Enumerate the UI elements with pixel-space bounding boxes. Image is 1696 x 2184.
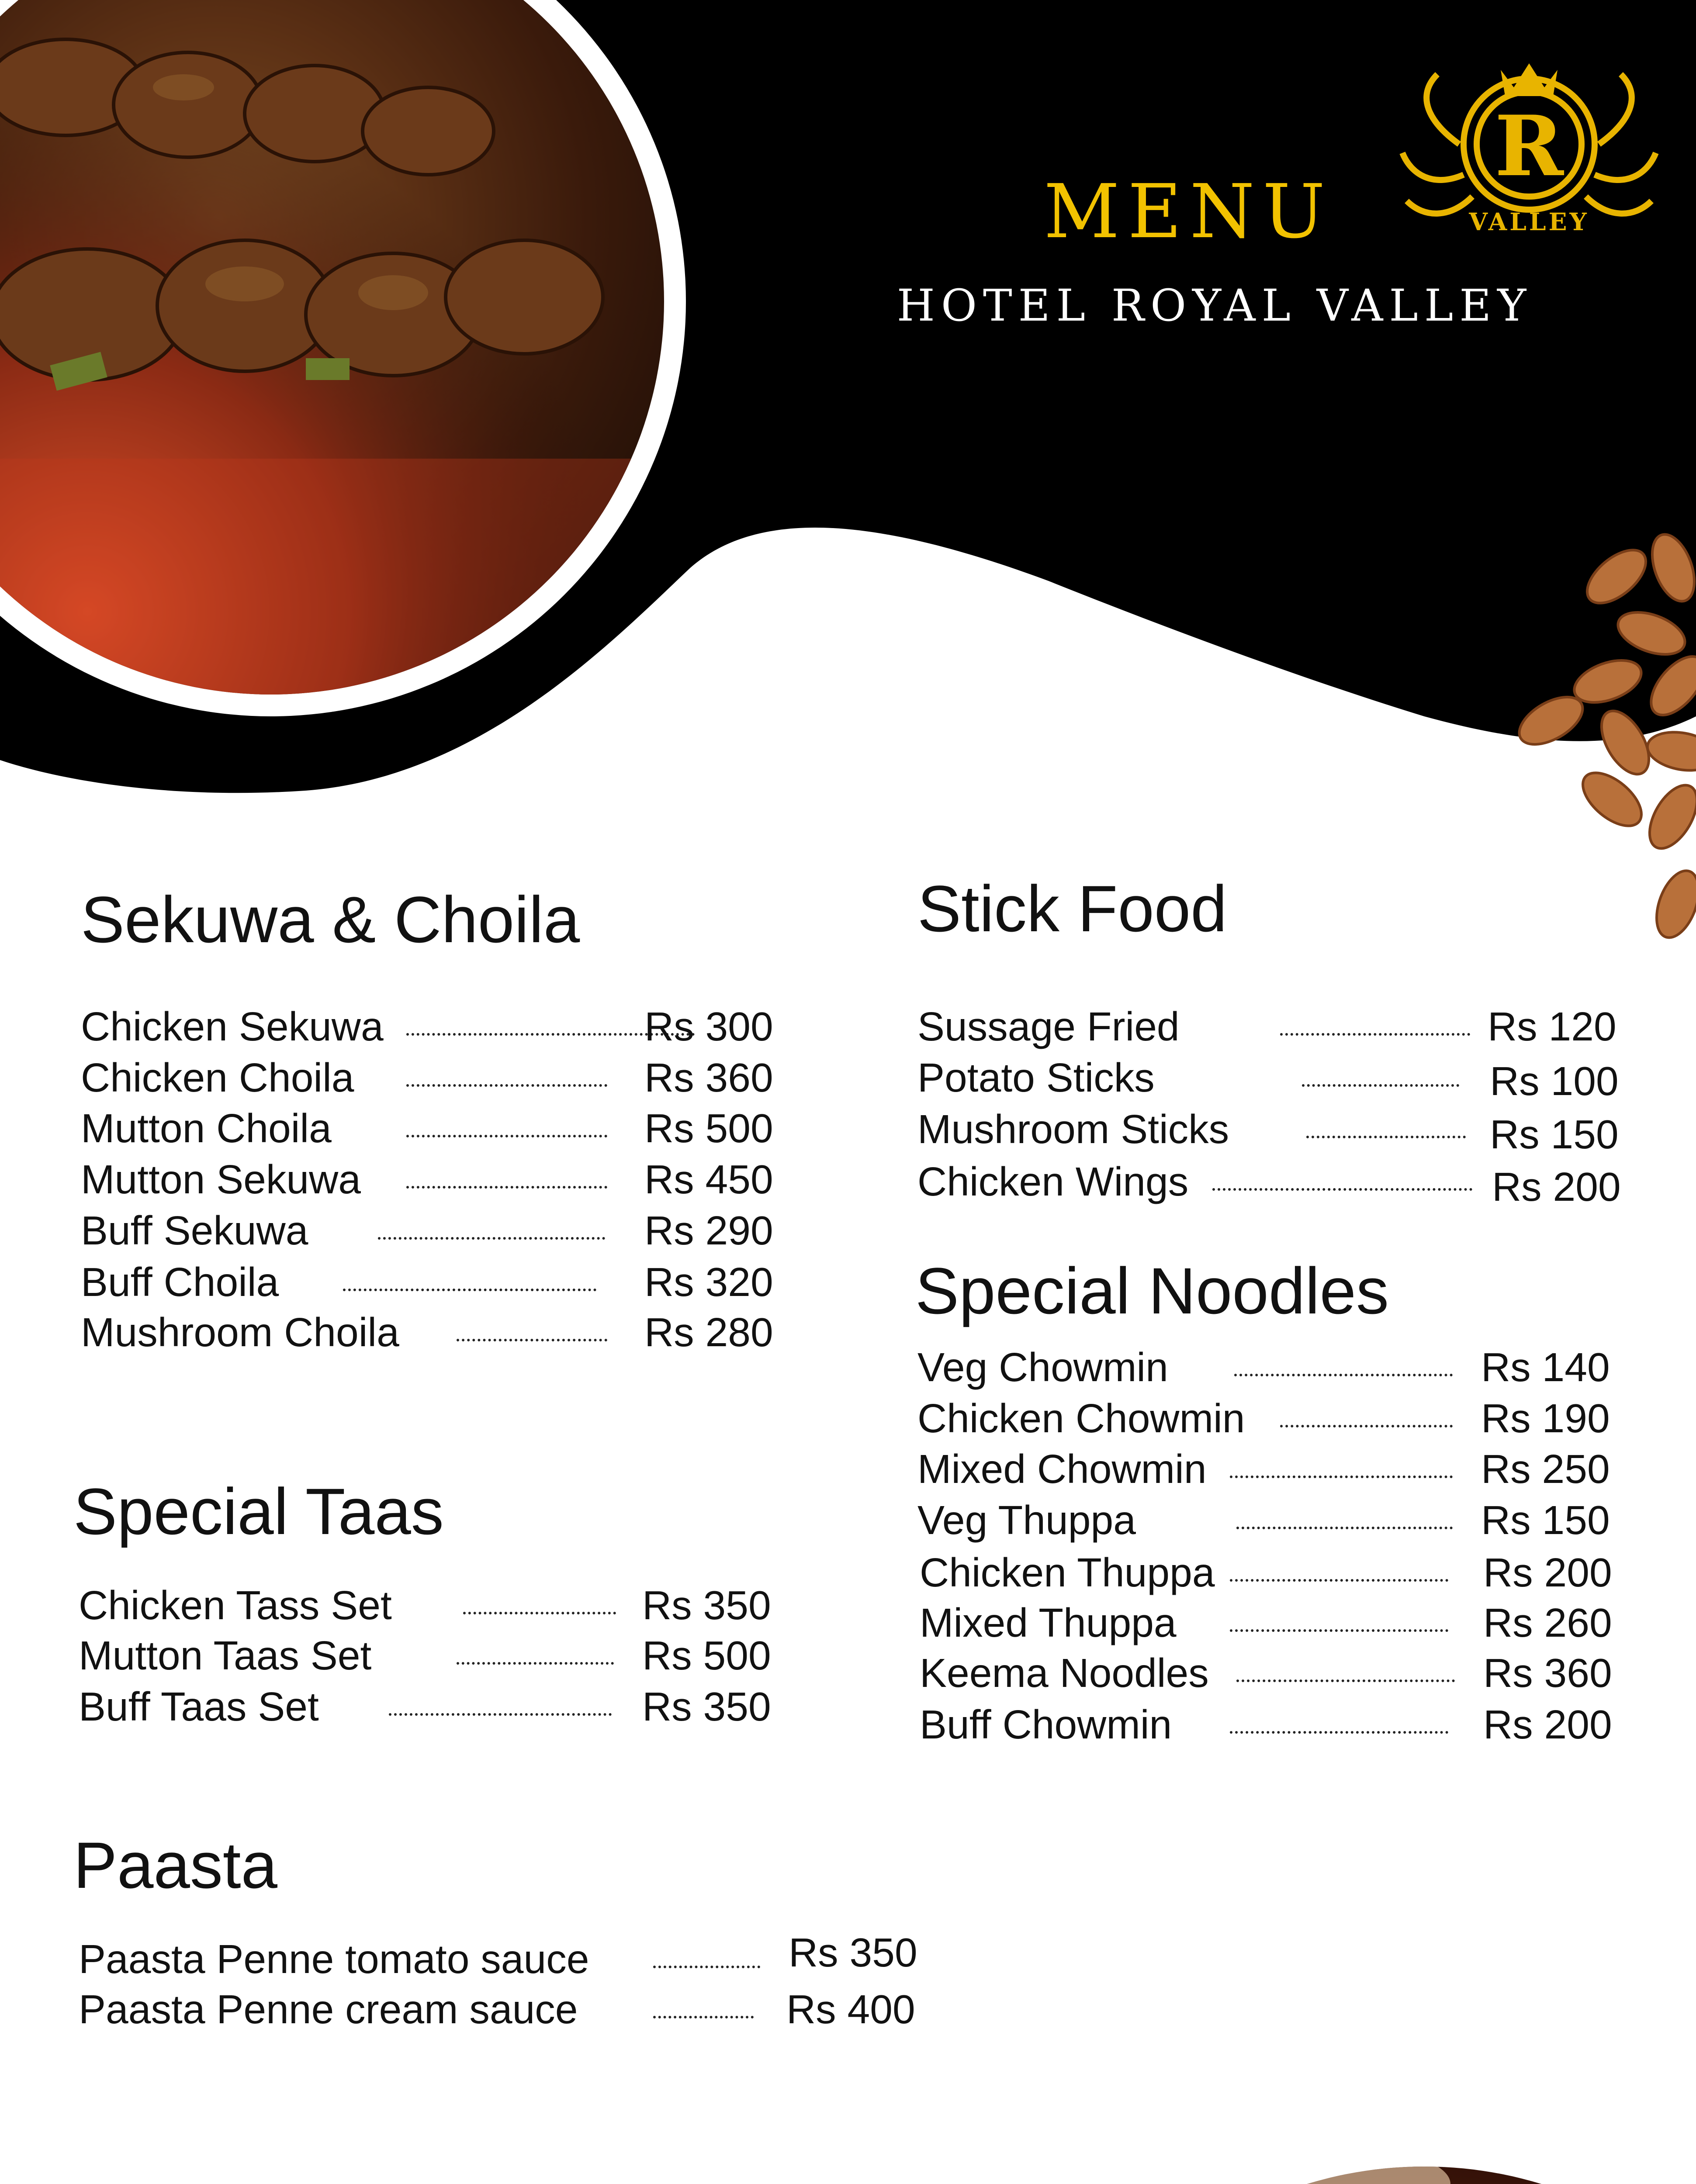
dot-leader	[457, 1631, 614, 1665]
menu-item	[920, 1700, 1671, 1749]
dot-leader	[406, 1054, 607, 1087]
dot-leader	[1280, 1002, 1470, 1036]
dot-leader	[1230, 1700, 1448, 1734]
item-name: Chicken Choila	[81, 1055, 354, 1100]
item-name: Paasta Penne tomato sauce	[79, 1936, 589, 1982]
item-name: Buff Choila	[81, 1259, 279, 1305]
menu-item	[917, 1054, 1669, 1102]
item-price: Rs 360	[644, 1055, 773, 1100]
menu-item	[81, 1155, 780, 1203]
item-price: Rs 500	[642, 1633, 771, 1678]
section-title-sekuwa-choila: Sekuwa & Choila	[81, 883, 580, 956]
menu-item	[917, 1105, 1669, 1157]
dot-leader	[653, 1985, 754, 2018]
dot-leader	[1230, 1445, 1453, 1478]
dot-leader	[1230, 1599, 1448, 1632]
menu-item	[81, 1054, 780, 1102]
dot-leader	[1212, 1158, 1472, 1191]
dot-leader	[406, 1104, 607, 1137]
item-name: Mixed Thuppa	[920, 1600, 1177, 1645]
menu-item	[917, 1496, 1669, 1544]
menu-item	[917, 1343, 1669, 1391]
menu-item	[920, 1649, 1671, 1697]
logo-letter: R	[1495, 97, 1564, 195]
item-name: Chicken Tass Set	[79, 1583, 392, 1628]
menu-item	[79, 1985, 931, 2033]
menu-item	[81, 1104, 780, 1152]
item-price: Rs 200	[1492, 1164, 1621, 1209]
menu-item	[79, 1631, 778, 1679]
section-title-special-noodles: Special Noodles	[915, 1254, 1389, 1327]
item-price: Rs 350	[642, 1684, 771, 1729]
dot-leader	[1230, 1548, 1448, 1582]
item-price: Rs 200	[1483, 1550, 1612, 1595]
menu-item	[917, 1158, 1669, 1209]
dot-leader	[1280, 1394, 1453, 1427]
menu-item	[920, 1548, 1671, 1597]
dot-leader	[378, 1206, 605, 1240]
item-name: Chicken Sekuwa	[81, 1004, 384, 1049]
menu-item	[81, 1258, 780, 1306]
hotel-name: HOTEL ROYAL VALLEY	[896, 280, 1533, 331]
menu-item	[81, 1206, 780, 1254]
dot-leader	[389, 1683, 612, 1716]
dot-leader	[1234, 1343, 1453, 1376]
item-price: Rs 360	[1483, 1650, 1612, 1696]
section-title-stick-food: Stick Food	[917, 872, 1227, 945]
item-name: Keema Noodles	[920, 1650, 1209, 1696]
item-price: Rs 400	[786, 1987, 915, 2032]
item-price: Rs 300	[644, 1004, 773, 1049]
item-name: Sussage Fried	[917, 1004, 1180, 1049]
dot-leader	[1236, 1649, 1455, 1682]
dot-leader	[1306, 1105, 1466, 1138]
item-price: Rs 140	[1481, 1344, 1610, 1390]
item-name: Chicken Wings	[917, 1159, 1189, 1204]
menu-item	[79, 1930, 931, 1983]
menu-item	[917, 1002, 1669, 1051]
dot-leader	[1302, 1054, 1459, 1087]
item-name: Mutton Taas Set	[79, 1633, 372, 1678]
item-price: Rs 450	[644, 1157, 773, 1202]
item-price: Rs 100	[1490, 1058, 1619, 1104]
item-price: Rs 150	[1481, 1497, 1610, 1543]
item-name: Paasta Penne cream sauce	[79, 1987, 578, 2032]
item-price: Rs 350	[789, 1930, 917, 1975]
menu-item	[917, 1445, 1669, 1493]
item-price: Rs 320	[644, 1259, 773, 1305]
item-name: Mushroom Sticks	[917, 1106, 1229, 1152]
dot-leader	[1236, 1496, 1453, 1529]
item-price: Rs 350	[642, 1583, 771, 1628]
item-name: Veg Chowmin	[917, 1344, 1168, 1390]
dot-leader	[463, 1581, 616, 1614]
dot-leader	[406, 1155, 607, 1189]
menu-title: MENU	[1043, 169, 1333, 255]
menu-item	[920, 1599, 1671, 1647]
item-name: Mushroom Choila	[81, 1310, 399, 1355]
item-name: Chicken Thuppa	[920, 1550, 1215, 1595]
item-name: Chicken Chowmin	[917, 1396, 1245, 1441]
section-title-special-taas: Special Taas	[73, 1475, 444, 1548]
item-name: Buff Chowmin	[920, 1702, 1172, 1747]
item-price: Rs 250	[1481, 1446, 1610, 1492]
item-price: Rs 290	[644, 1208, 773, 1253]
menu-item	[79, 1581, 778, 1629]
item-name: Buff Sekuwa	[81, 1208, 308, 1253]
menu-item	[81, 1308, 780, 1356]
menu-item	[79, 1683, 778, 1731]
item-name: Buff Taas Set	[79, 1684, 319, 1729]
item-price: Rs 120	[1488, 1004, 1616, 1049]
menu-item	[917, 1394, 1669, 1442]
item-price: Rs 260	[1483, 1600, 1612, 1645]
menu-item	[81, 1002, 780, 1051]
item-price: Rs 280	[644, 1310, 773, 1355]
item-price: Rs 200	[1483, 1702, 1612, 1747]
item-name: Veg Thuppa	[917, 1497, 1136, 1543]
logo-text: VALLEY	[1469, 207, 1589, 236]
item-price: Rs 500	[644, 1106, 773, 1151]
dot-leader	[343, 1258, 596, 1291]
item-name: Mutton Sekuwa	[81, 1157, 361, 1202]
section-title-paasta: Paasta	[73, 1828, 277, 1902]
item-price: Rs 150	[1490, 1112, 1619, 1157]
dot-leader	[457, 1308, 607, 1341]
item-name: Mutton Choila	[81, 1106, 332, 1151]
dot-leader	[653, 1935, 760, 1968]
item-name: Mixed Chowmin	[917, 1446, 1207, 1492]
item-price: Rs 190	[1481, 1396, 1610, 1441]
item-name: Potato Sticks	[917, 1055, 1155, 1100]
